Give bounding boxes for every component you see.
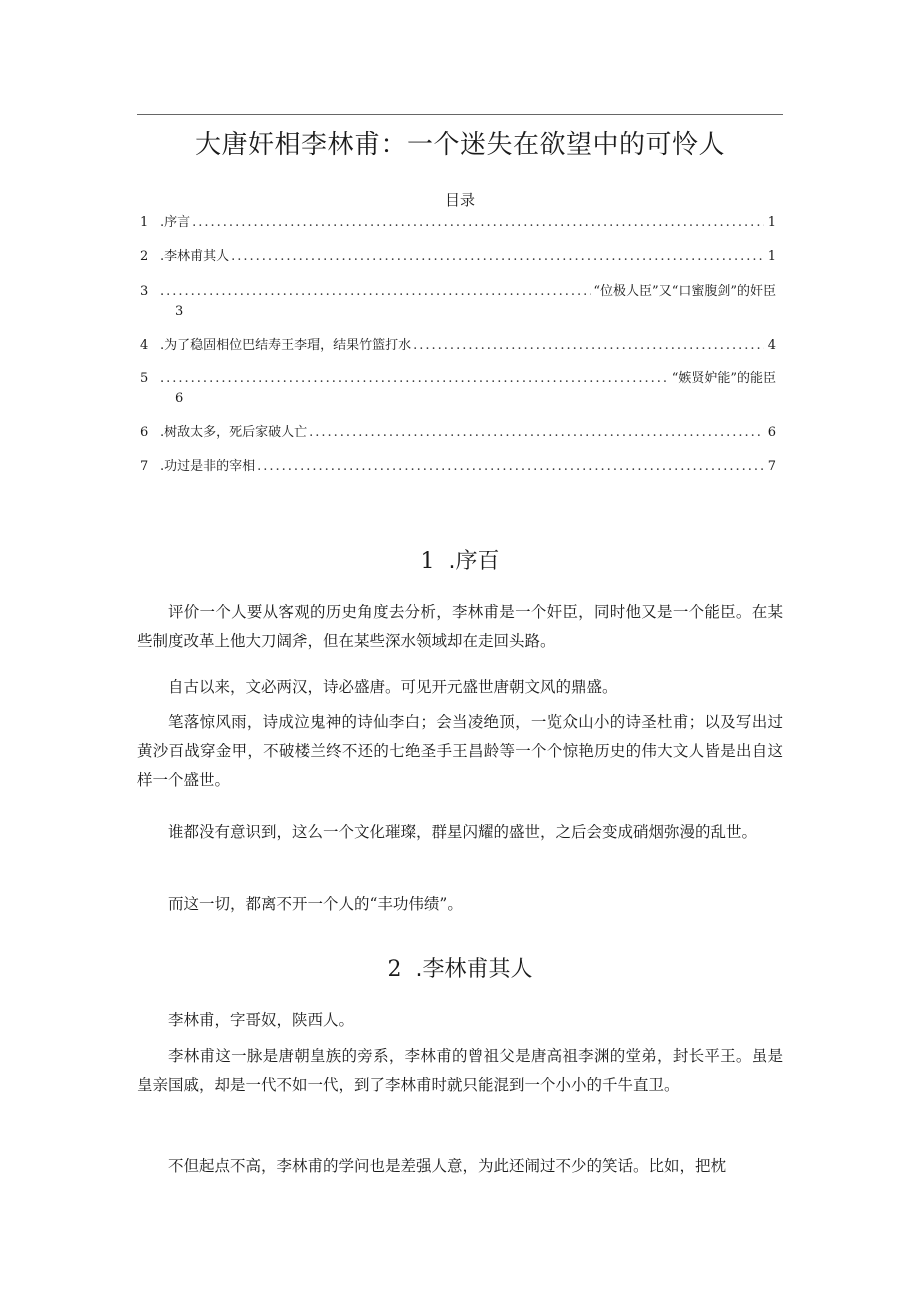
toc-entry-page: 6 [767,425,776,440]
toc-leader-dots [192,213,764,233]
section-title: .李林甫其人 [415,957,533,982]
paragraph: 笔落惊风雨，诗成泣鬼神的诗仙李白；会当凌绝顶，一览众山小的诗圣杜甫；以及写出过黄沙百战穿金甲，不破楼兰终不还的七绝圣手王昌龄等一个个惊艳历史的伟大文人皆是出自这样一个盛世。 [137,713,783,789]
paragraph: 而这一切，都离不开一个人的“丰功伟绩”。 [168,895,463,913]
header-rule [137,114,783,115]
toc-leader-dots [166,369,670,389]
section-heading-2 [137,952,783,983]
toc-entry-page: 7 [767,459,776,474]
paragraph: 李林甫这一脉是唐朝皇族的旁系，李林甫的曾祖父是唐高祖李渊的堂弟，封长平王。虽是皇亲国戚，却是一代不如一代，到了李林甫时就只能混到一个小小的千牛直卫。 [137,1047,783,1094]
toc-leader-dots [166,282,591,302]
section-number: 2 [387,957,402,982]
section-heading-1 [137,544,783,575]
toc-entry-label: .为了稳固相位巴结寿王李瑁，结果竹篮打水 [160,338,412,353]
toc-entry-label: . [160,371,165,386]
toc-entry-number: 4 [140,338,149,353]
toc-entry-number: 3 [140,284,149,299]
toc-entry-page: 3 [175,304,184,319]
toc-entry-label: .功过是非的宰相 [160,459,256,474]
toc-entry-label: .李林甫其人 [160,249,230,264]
toc-entry-label: . [160,284,165,299]
toc-leader-dots [257,457,764,477]
paragraph: 评价一个人要从客观的历史角度去分析，李林甫是一个奸臣，同时他又是一个能臣。在某些制度改革上他大刀阔斧，但在某些深水领域却在走回头路。 [137,603,783,650]
paragraph: 自古以来，文必两汉，诗必盛唐。可见开元盛世唐朝文风的鼎盛。 [168,678,618,696]
toc-leader-dots [309,423,764,443]
toc-entry-4[interactable] [140,336,776,356]
section-number: 1 [420,549,435,574]
toc-entry-2[interactable] [140,247,776,267]
paragraph: 李林甫，字哥奴，陕西人。 [168,1011,355,1029]
toc-entry-number: 7 [140,459,149,474]
toc-entry-page: 6 [175,391,184,406]
toc-entry-label: .序言 [160,215,191,230]
toc-entry-number: 1 [140,215,149,230]
toc-entry-page: 1 [767,249,776,264]
toc-entry-label: .树敌太多，死后家破人亡 [160,425,308,440]
toc-leader-dots [413,336,764,356]
toc-heading: 目录 [444,191,475,209]
toc-entry-3[interactable] [140,282,776,322]
toc-entry-label-trailing: “位极人臣”又“口蜜腹剑”的奸臣 [593,284,776,299]
toc-entry-page: 4 [767,338,776,353]
paragraph: 谁都没有意识到，这么一个文化璀璨，群星闪耀的盛世，之后会变成硝烟弥漫的乱世。 [168,823,758,841]
toc-entry-page: 1 [767,215,776,230]
toc-entry-7[interactable] [140,457,776,477]
toc-entry-number: 6 [140,425,149,440]
toc-entry-6[interactable] [140,423,776,443]
document-title: 大唐奸相李林甫：一个迷失在欲望中的可怜人 [194,130,725,160]
toc-leader-dots [231,247,764,267]
toc-entry-1[interactable] [140,213,776,233]
toc-entry-5[interactable] [140,369,776,409]
paragraph: 不但起点不高，李林甫的学问也是差强人意，为此还闹过不少的笑话。比如，把枕 [168,1157,727,1175]
toc-entry-number: 5 [140,371,149,386]
toc-entry-label-trailing: “嫉贤妒能”的能臣 [671,371,776,386]
section-title: .序百 [448,549,500,574]
toc-entry-number: 2 [140,249,149,264]
